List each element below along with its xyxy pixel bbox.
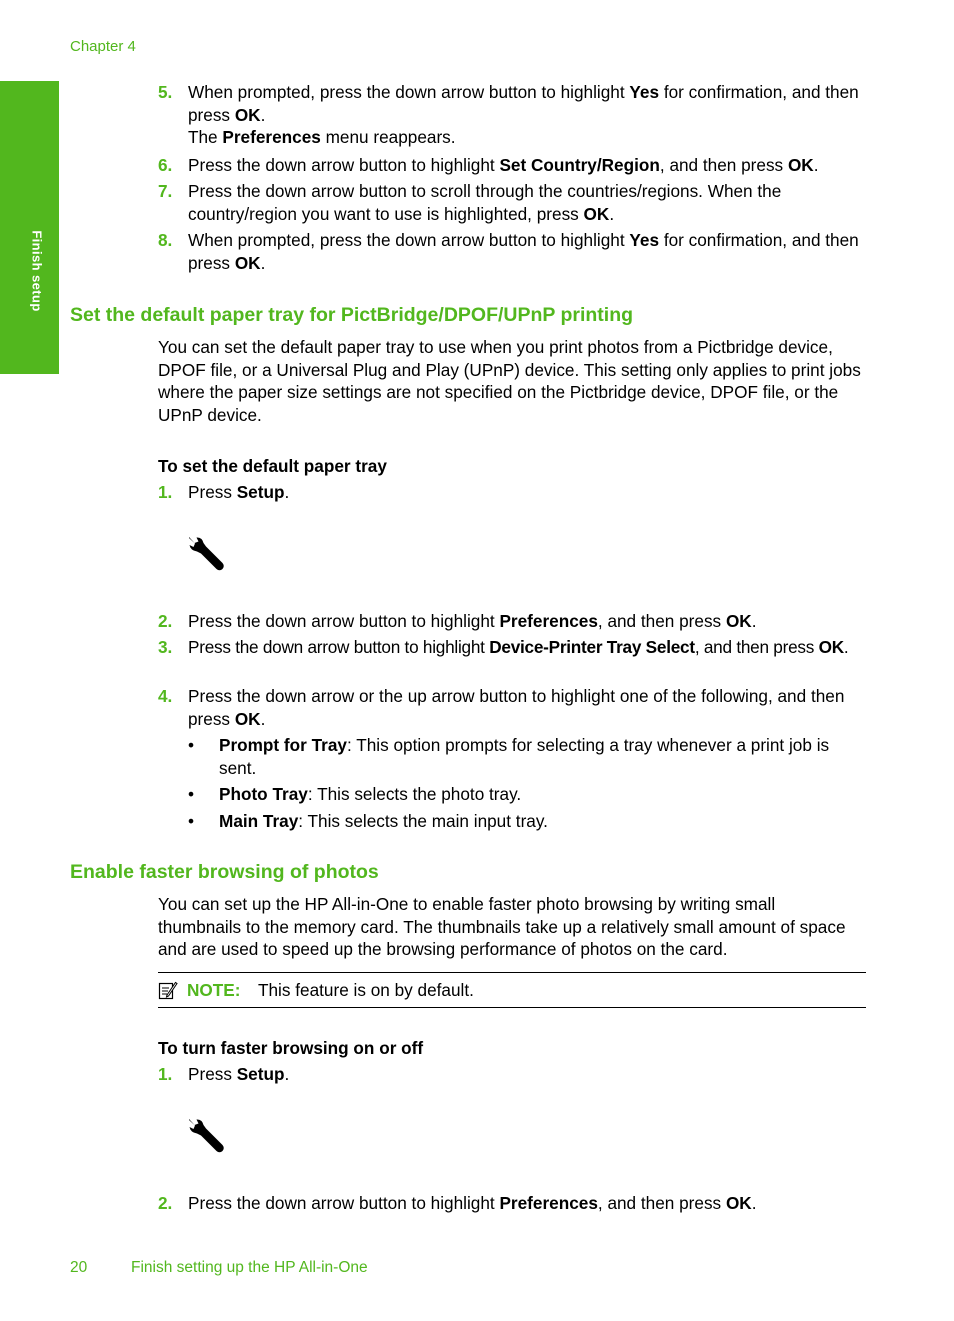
step-text: Press the down arrow or the up arrow button to highlight one of the following, and then press OK. (188, 686, 845, 729)
step-number: 2. (158, 1193, 173, 1213)
note-text: This feature is on by default. (258, 980, 474, 1000)
step-number: 5. (158, 82, 173, 102)
bullet-text: Photo Tray: This selects the photo tray. (219, 784, 522, 804)
footer-title: Finish setting up the HP All-in-One (131, 1259, 368, 1276)
step-number: 3. (158, 637, 173, 657)
step-number: 1. (158, 482, 173, 502)
step-text: Press the down arrow button to highlight Set Country/Region, and then press OK. (188, 155, 819, 175)
step-number: 1. (158, 1064, 173, 1084)
bullet-mark: • (188, 735, 195, 755)
step-text: Press the down arrow button to highlight Preferences, and then press OK. (188, 611, 757, 631)
section-heading: Enable faster browsing of photos (70, 861, 379, 883)
step-text: Press the down arrow button to scroll through the countries/regions. When the country/region you want to use is highlighted, press OK. (188, 181, 782, 224)
note-icon (158, 980, 178, 1000)
page-number: 20 (70, 1259, 88, 1276)
chapter-label: Chapter 4 (70, 38, 136, 55)
bullet-text: Prompt for Tray: This option prompts for selecting a tray whenever a print job is sent. (219, 735, 830, 778)
step-number: 2. (158, 611, 173, 631)
section-paragraph: You can set the default paper tray to use when you print photos from a Pictbridge device, DPOF file, or a Universal Plug and Play (UPnP) device. This setting only applies to print jobs where the paper size settings are not specified on the Pictbridge device, DPOF file, or the UPnP device. (158, 337, 861, 425)
bullet-text: Main Tray: This selects the main input tray. (219, 811, 548, 831)
bullet-mark: • (188, 784, 195, 804)
step-text: Press Setup. (188, 482, 290, 502)
step-text: Press the down arrow button to highlight Device-Printer Tray Select, and then press OK. (188, 637, 849, 657)
step-number: 6. (158, 155, 173, 175)
procedure-title: To set the default paper tray (158, 456, 387, 476)
step-text: Press the down arrow button to highlight Preferences, and then press OK. (188, 1193, 757, 1213)
section-paragraph: You can set up the HP All-in-One to enable faster photo browsing by writing small thumbnails to the memory card. The thumbnails take up a relatively small amount of space and are used to speed up the browsing performance of photos on the card. (158, 894, 846, 959)
step-number: 8. (158, 230, 173, 250)
step-number: 4. (158, 686, 173, 706)
step-text: Press Setup. (188, 1064, 290, 1084)
wrench-icon (184, 1116, 228, 1156)
side-tab (0, 81, 59, 374)
wrench-icon (184, 534, 228, 574)
procedure-title: To turn faster browsing on or off (158, 1038, 424, 1058)
step-number: 7. (158, 181, 173, 201)
step-text: When prompted, press the down arrow button to highlight Yes for confirmation, and then press OK. The Preferences menu reappears. (188, 82, 859, 147)
side-tab-label: Finish setup (29, 230, 45, 312)
bullet-mark: • (188, 811, 195, 831)
section-heading: Set the default paper tray for PictBridge/DPOF/UPnP printing (70, 304, 634, 326)
note-label: NOTE: (187, 980, 241, 1000)
note-box (158, 972, 866, 1008)
step-text: When prompted, press the down arrow button to highlight Yes for confirmation, and then press OK. (188, 230, 859, 273)
